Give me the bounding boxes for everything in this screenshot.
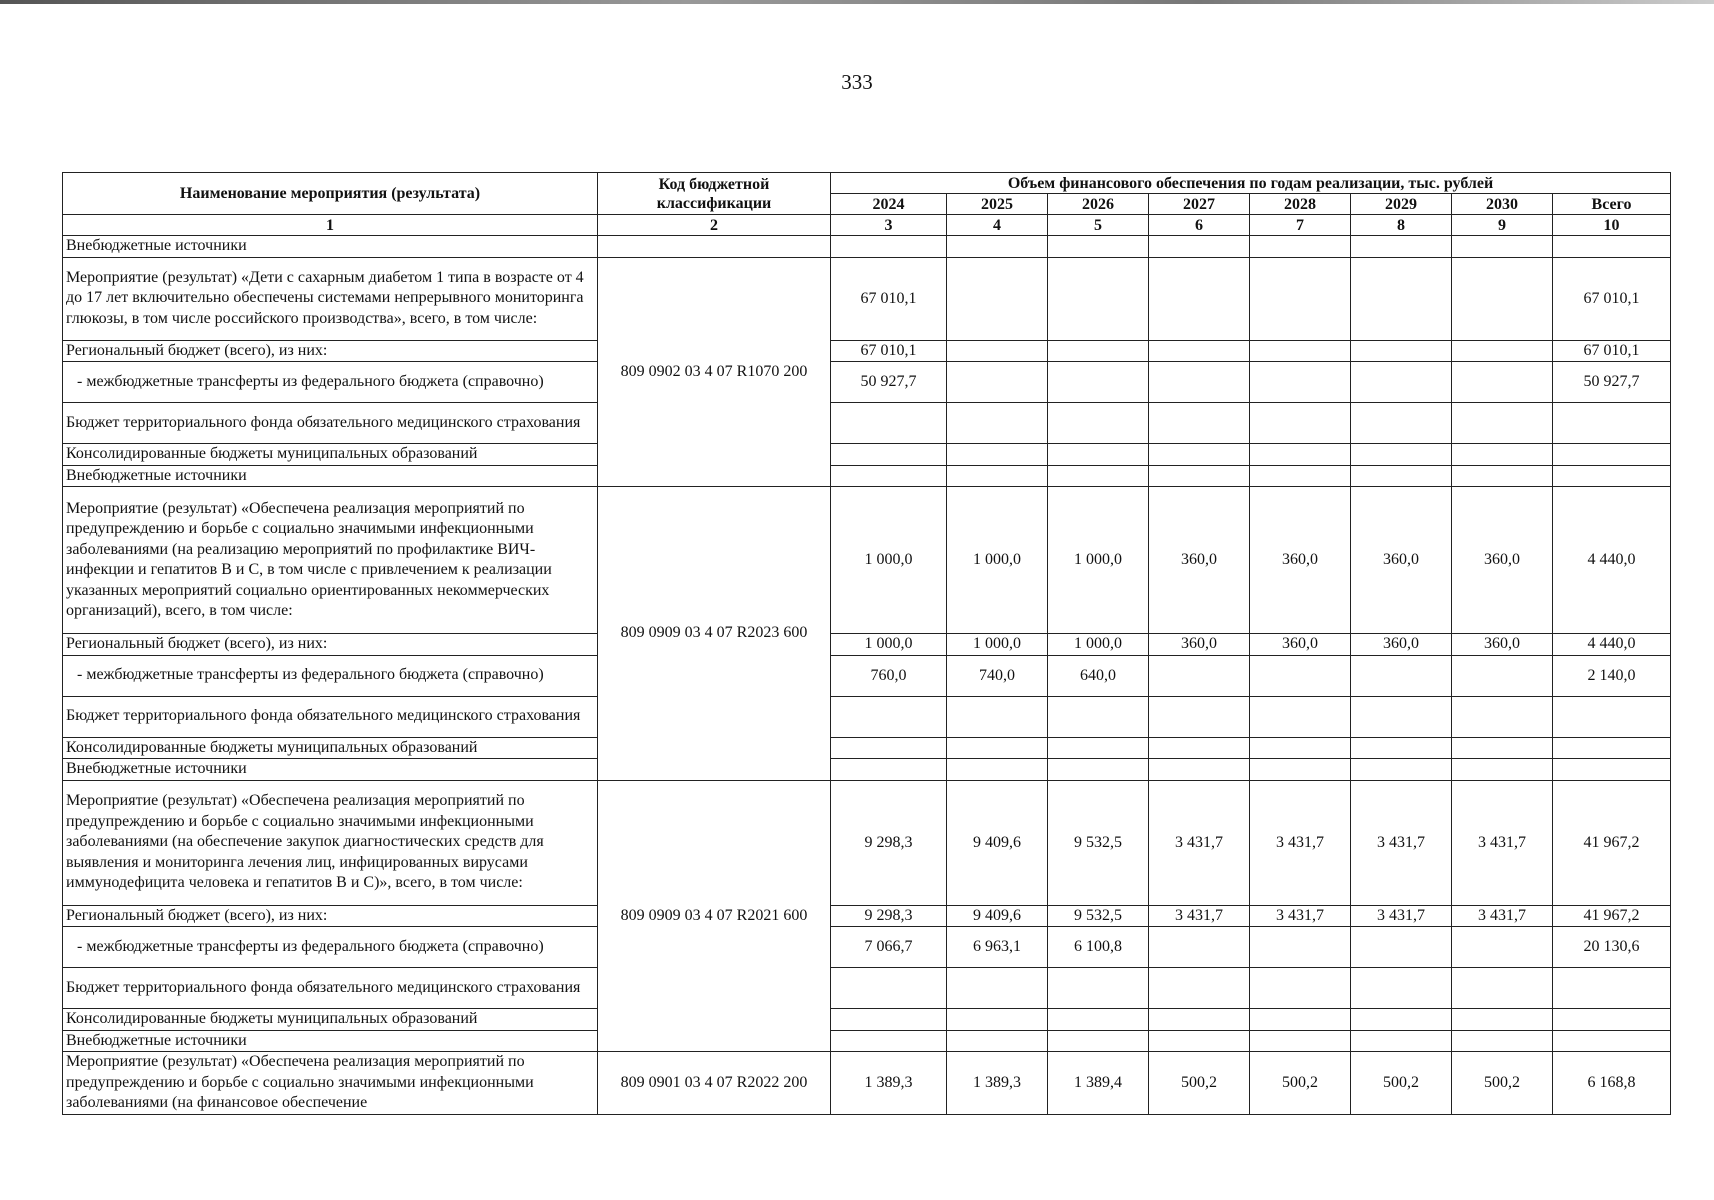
cell-value: 9 532,5 <box>1048 905 1149 927</box>
cell-value: 3 431,7 <box>1351 905 1452 927</box>
table-row <box>63 236 1671 258</box>
cell-value: 67 010,1 <box>831 257 947 340</box>
table-row <box>63 257 1671 340</box>
cell-total: 41 967,2 <box>1553 780 1671 905</box>
cell-value: 9 532,5 <box>1048 780 1149 905</box>
cell-value: 3 431,7 <box>1149 780 1250 905</box>
header-row-numbering <box>63 215 1671 236</box>
year-header: 2024 <box>831 194 947 215</box>
row-label: Внебюджетные источники <box>63 1030 598 1052</box>
col-number: 7 <box>1250 215 1351 236</box>
scan-edge <box>0 0 1714 4</box>
cell-value: 360,0 <box>1250 634 1351 656</box>
table-row <box>63 403 1671 444</box>
row-label: Региональный бюджет (всего), из них: <box>63 634 598 656</box>
col-number: 9 <box>1452 215 1553 236</box>
table-row <box>63 759 1671 781</box>
cell-value: 6 963,1 <box>947 927 1048 968</box>
cell-value: 1 000,0 <box>947 487 1048 634</box>
year-header: 2026 <box>1048 194 1149 215</box>
cell-total: 2 140,0 <box>1553 655 1671 696</box>
cell-value: 500,2 <box>1351 1052 1452 1115</box>
table-row <box>63 362 1671 403</box>
table-row <box>63 905 1671 927</box>
cell-value: 360,0 <box>1351 634 1452 656</box>
row-label: Мероприятие (результат) «Дети с сахарным диабетом 1 типа в возрасте от 4 до 17 лет включительно обеспечены системами непрерывного мониторинга глюкозы, в том числе российского производства», всего, в том числе: <box>63 257 598 340</box>
table-row <box>63 655 1671 696</box>
col-volume-header: Объем финансового обеспечения по годам реализации, тыс. рублей <box>831 173 1671 194</box>
row-label: Бюджет территориального фонда обязательного медицинского страхования <box>63 696 598 737</box>
table-row <box>63 927 1671 968</box>
row-label: Мероприятие (результат) «Обеспечена реализация мероприятий по предупреждению и борьбе с социально значимыми инфекционными заболеваниями (на обеспечение закупок диагностических средств для выявления и мониторинга лечения лиц, инфицированных вирусами иммунодефицита человека и гепатитов В и С)», всего, в том числе: <box>63 780 598 905</box>
cell-value: 67 010,1 <box>831 340 947 362</box>
cell-total: 67 010,1 <box>1553 257 1671 340</box>
cell-value: 500,2 <box>1149 1052 1250 1115</box>
cell-value: 1 389,4 <box>1048 1052 1149 1115</box>
budget-table <box>62 172 1671 1115</box>
table-row <box>63 340 1671 362</box>
cell-value: 50 927,7 <box>831 362 947 403</box>
col-code-header: Код бюджетной классификации <box>598 173 831 215</box>
cell-value: 3 431,7 <box>1452 905 1553 927</box>
table-row <box>63 968 1671 1009</box>
cell-total: 41 967,2 <box>1553 905 1671 927</box>
cell-value: 9 409,6 <box>947 780 1048 905</box>
row-label: Бюджет территориального фонда обязательного медицинского страхования <box>63 968 598 1009</box>
table-row <box>63 696 1671 737</box>
cell-value: 3 431,7 <box>1250 780 1351 905</box>
row-label: - межбюджетные трансферты из федерального бюджета (справочно) <box>63 927 598 968</box>
cell-total: 4 440,0 <box>1553 634 1671 656</box>
table-row <box>63 487 1671 634</box>
row-label: - межбюджетные трансферты из федерального бюджета (справочно) <box>63 655 598 696</box>
cell-total: 4 440,0 <box>1553 487 1671 634</box>
cell-total: 50 927,7 <box>1553 362 1671 403</box>
budget-code: 809 0909 03 4 07 R2023 600 <box>598 487 831 781</box>
row-label: Внебюджетные источники <box>63 465 598 487</box>
cell-value: 1 389,3 <box>831 1052 947 1115</box>
page-number: 333 <box>841 70 873 94</box>
table-row <box>63 780 1671 905</box>
year-header: 2028 <box>1250 194 1351 215</box>
total-header: Всего <box>1553 194 1671 215</box>
cell-total: 6 168,8 <box>1553 1052 1671 1115</box>
cell-total: 20 130,6 <box>1553 927 1671 968</box>
cell-total: 67 010,1 <box>1553 340 1671 362</box>
cell-value: 360,0 <box>1452 487 1553 634</box>
row-label: Внебюджетные источники <box>63 759 598 781</box>
row-label: Региональный бюджет (всего), из них: <box>63 905 598 927</box>
row-label: Региональный бюджет (всего), из них: <box>63 340 598 362</box>
col-number: 2 <box>598 215 831 236</box>
cell-value: 9 409,6 <box>947 905 1048 927</box>
col-number: 6 <box>1149 215 1250 236</box>
cell-value: 1 389,3 <box>947 1052 1048 1115</box>
table-row <box>63 737 1671 759</box>
cell-value: 500,2 <box>1250 1052 1351 1115</box>
cell-value: 360,0 <box>1149 487 1250 634</box>
cell-value: 3 431,7 <box>1149 905 1250 927</box>
cell-value: 760,0 <box>831 655 947 696</box>
col-number: 4 <box>947 215 1048 236</box>
cell-value: 640,0 <box>1048 655 1149 696</box>
year-header: 2027 <box>1149 194 1250 215</box>
year-header: 2030 <box>1452 194 1553 215</box>
table-row <box>63 1030 1671 1052</box>
budget-code: 809 0909 03 4 07 R2021 600 <box>598 780 831 1052</box>
col-number: 3 <box>831 215 947 236</box>
budget-code: 809 0902 03 4 07 R1070 200 <box>598 257 831 487</box>
table-row <box>63 1052 1671 1115</box>
cell-value: 1 000,0 <box>831 634 947 656</box>
cell-value: 1 000,0 <box>1048 487 1149 634</box>
row-label: Мероприятие (результат) «Обеспечена реализация мероприятий по предупреждению и борьбе с социально значимыми инфекционными заболеваниями (на финансовое обеспечение <box>63 1052 598 1115</box>
cell-value: 6 100,8 <box>1048 927 1149 968</box>
cell-value: 9 298,3 <box>831 780 947 905</box>
cell-value: 1 000,0 <box>831 487 947 634</box>
row-label: Консолидированные бюджеты муниципальных образований <box>63 1009 598 1031</box>
year-header: 2025 <box>947 194 1048 215</box>
header-row-1 <box>63 173 1671 194</box>
budget-code: 809 0901 03 4 07 R2022 200 <box>598 1052 831 1115</box>
table-row <box>63 634 1671 656</box>
cell-value: 3 431,7 <box>1250 905 1351 927</box>
cell-value: 7 066,7 <box>831 927 947 968</box>
col-number: 5 <box>1048 215 1149 236</box>
row-label: Консолидированные бюджеты муниципальных образований <box>63 444 598 466</box>
row-label: - межбюджетные трансферты из федерального бюджета (справочно) <box>63 362 598 403</box>
row-label: Мероприятие (результат) «Обеспечена реализация мероприятий по предупреждению и борьбе с социально значимыми инфекционными заболеваниями (на реализацию мероприятий по профилактике ВИЧ-инфекции и гепатитов В и С, в том числе с привлечением к реализации указанных мероприятий социально ориентированных некоммерческих организаций), всего, в том числе: <box>63 487 598 634</box>
col-number: 10 <box>1553 215 1671 236</box>
cell-value: 1 000,0 <box>947 634 1048 656</box>
cell-value: 500,2 <box>1452 1052 1553 1115</box>
cell-value: 9 298,3 <box>831 905 947 927</box>
cell-value: 3 431,7 <box>1351 780 1452 905</box>
year-header: 2029 <box>1351 194 1452 215</box>
cell-value: 1 000,0 <box>1048 634 1149 656</box>
cell-value: 360,0 <box>1351 487 1452 634</box>
row-label: Бюджет территориального фонда обязательного медицинского страхования <box>63 403 598 444</box>
col-name-header: Наименование мероприятия (результата) <box>63 173 598 215</box>
table-row <box>63 1009 1671 1031</box>
cell-value: 740,0 <box>947 655 1048 696</box>
table-row <box>63 444 1671 466</box>
col-number: 1 <box>63 215 598 236</box>
table-row <box>63 465 1671 487</box>
cell-value: 360,0 <box>1250 487 1351 634</box>
row-label: Консолидированные бюджеты муниципальных образований <box>63 737 598 759</box>
cell-value: 360,0 <box>1149 634 1250 656</box>
cell-value: 3 431,7 <box>1452 780 1553 905</box>
col-number: 8 <box>1351 215 1452 236</box>
cell-value: 360,0 <box>1452 634 1553 656</box>
row-label: Внебюджетные источники <box>63 236 598 258</box>
